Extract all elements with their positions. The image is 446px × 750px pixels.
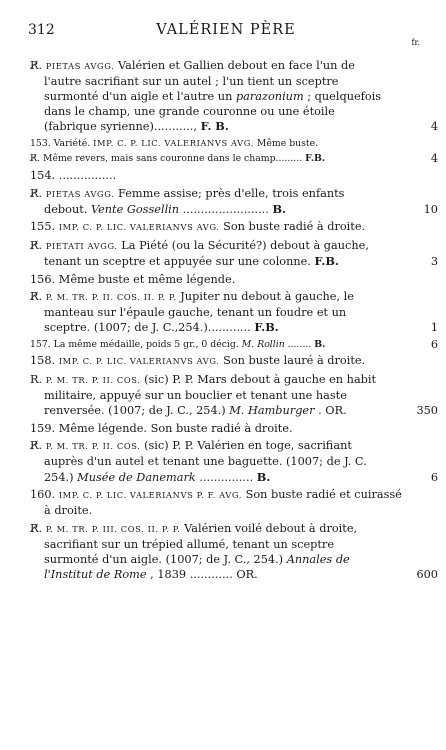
entry-lead: Variété. bbox=[53, 137, 91, 149]
value-column-label: fr. bbox=[411, 38, 420, 47]
entry-grade: B. bbox=[314, 338, 326, 350]
entry-grade: F.B. bbox=[314, 253, 339, 268]
entry-grade: F.B. bbox=[254, 320, 279, 335]
catalogue-entry-obverse bbox=[30, 219, 416, 235]
entry-description: Son buste radié et cuirassé à droite. bbox=[44, 488, 402, 518]
entry-number: 153. bbox=[30, 137, 51, 149]
entry-grade: B. bbox=[256, 469, 271, 484]
catalogue-entry-obverse bbox=[30, 168, 416, 183]
entry-text bbox=[30, 372, 416, 418]
entry-citation: M. Rollin bbox=[241, 338, 285, 350]
coin-legend: IMP. C. P. LIC. VALERIANVS AVG. bbox=[93, 137, 254, 148]
entry-text bbox=[30, 168, 416, 183]
entry-text bbox=[30, 353, 416, 369]
entry-lead: R̸. bbox=[30, 186, 43, 200]
entry-description-cont: ........................ bbox=[182, 202, 269, 216]
entry-grade: F. B. bbox=[200, 119, 229, 134]
entry-citation: Annales de l'Institut de Rome bbox=[44, 553, 350, 582]
entry-description-cont: . OR. bbox=[318, 404, 347, 418]
coin-legend: P. M. TR. P. III. COS. II. P. P. bbox=[45, 523, 181, 534]
entry-value: 3 bbox=[430, 254, 438, 268]
entry-description-cont: , 1839 ............ OR. bbox=[150, 568, 258, 582]
entry-number: 156. bbox=[30, 272, 56, 286]
entry-number: 157. bbox=[30, 338, 51, 350]
entry-description: ................ bbox=[58, 168, 117, 182]
entry-citation: Vente Gossellin bbox=[90, 202, 180, 216]
entry-description: Même buste et même légende. bbox=[58, 272, 236, 286]
entry-lead: R̸. bbox=[30, 290, 43, 304]
entry-number: 158. bbox=[30, 354, 56, 368]
catalogue-entry-obverse bbox=[30, 272, 416, 287]
entry-text bbox=[30, 152, 416, 165]
entry-description-cont: ; quelquefois dans le champ, une grande couronne ou une étoile (fabrique syrienne)..........., bbox=[44, 90, 382, 134]
catalogue-entry-reverse bbox=[30, 186, 438, 217]
entry-text bbox=[30, 438, 416, 484]
entry-text bbox=[30, 137, 416, 150]
entry-number: 159. bbox=[30, 421, 56, 435]
running-title: VALÉRIEN PÈRE bbox=[156, 22, 296, 38]
entry-description: Son buste radié à droite. bbox=[223, 220, 366, 234]
catalogue-entry-reverse bbox=[30, 372, 438, 418]
entry-description: Jupiter nu debout à gauche, le manteau sur l'épaule gauche, tenant un foudre et un sceptre. (1007; de J. C.,254.)............ bbox=[44, 290, 354, 335]
entry-lead: R̸. bbox=[30, 59, 43, 72]
entry-description: Valérien et Gallien debout en face l'un de l'autre sacrifiant sur un autel ; l'un tient un sceptre surmonté d'un aigle et l'autre un bbox=[44, 59, 355, 104]
entry-lead: R̸. bbox=[30, 439, 43, 453]
catalogue-entry-obverse bbox=[30, 137, 416, 150]
entry-text bbox=[30, 58, 416, 134]
entry-text bbox=[30, 238, 416, 269]
entry-lead: R̸. bbox=[30, 153, 40, 165]
entry-text bbox=[30, 487, 416, 518]
entry-description: La Piété (ou la Sécurité?) debout à gauche, tenant un sceptre et appuyée sur une colonne. bbox=[44, 238, 369, 268]
entry-value: 4 bbox=[430, 152, 438, 166]
catalogue-entry-reverse bbox=[30, 152, 438, 166]
coin-legend: IMP. C. P. LIC. VALERIANVS AVG. bbox=[58, 356, 220, 367]
entry-citation: M. Hamburger bbox=[229, 404, 315, 418]
entry-grade: F.B. bbox=[305, 153, 326, 165]
entry-text bbox=[30, 421, 416, 436]
catalogue-entry-obverse bbox=[30, 337, 438, 351]
catalogue-entries bbox=[30, 58, 438, 585]
coin-legend: PIETAS AVGG. bbox=[45, 188, 115, 199]
entry-value: 600 bbox=[416, 568, 438, 582]
coin-legend: IMP. C. P. LIC. VALERIANVS AVG. bbox=[58, 222, 220, 233]
entry-value: 6 bbox=[430, 470, 438, 484]
entry-description: Même buste. bbox=[256, 137, 319, 149]
coin-legend: PIETATI AVGG. bbox=[45, 240, 118, 251]
entry-number: 160. bbox=[30, 488, 56, 502]
entry-text bbox=[30, 272, 416, 287]
entry-value: 1 bbox=[430, 321, 438, 335]
coin-legend: P. M. TR. P. II. COS. II. P. P. bbox=[45, 292, 177, 303]
entry-value: 6 bbox=[430, 337, 438, 351]
catalogue-entry-reverse bbox=[30, 289, 438, 335]
entry-text bbox=[30, 289, 416, 335]
entry-lead: Même légende. Son buste radié à droite. bbox=[58, 421, 293, 435]
entry-description: Femme assise; près d'elle, trois enfants debout. bbox=[44, 186, 345, 216]
entry-text bbox=[30, 219, 416, 235]
entry-value: 4 bbox=[430, 120, 438, 134]
entry-description: (sic) P. P. Mars debout à gauche en habit militaire, appuyé sur un bouclier et tenant une haste renversée. (1007; de J. C., 254.) bbox=[44, 373, 377, 418]
catalogue-entry-reverse bbox=[30, 58, 438, 134]
entry-text bbox=[30, 338, 416, 351]
entry-value: 350 bbox=[416, 404, 438, 418]
entry-description: Son buste lauré à droite. bbox=[223, 354, 366, 368]
catalogue-entry-reverse bbox=[30, 521, 438, 582]
catalogue-entry-obverse bbox=[30, 353, 416, 369]
entry-text bbox=[30, 521, 416, 582]
entry-value: 10 bbox=[423, 202, 438, 216]
coin-legend: P. M. TR. P. II. COS. bbox=[45, 441, 141, 452]
catalogue-entry-obverse bbox=[30, 421, 416, 436]
page-header bbox=[28, 22, 424, 47]
entry-description: Même revers, mais sans couronne dans le champ......... bbox=[42, 153, 303, 165]
entry-lead: R̸. bbox=[30, 521, 43, 535]
entry-text bbox=[30, 186, 416, 217]
coin-legend: P. M. TR. P. II. COS. bbox=[45, 375, 141, 385]
catalogue-entry-reverse bbox=[30, 438, 438, 484]
entry-citation: parazonium bbox=[235, 90, 304, 104]
entry-number: 155. bbox=[30, 220, 56, 234]
entry-citation: Musée de Danemark bbox=[77, 470, 196, 484]
catalogue-entry-obverse bbox=[30, 487, 416, 518]
entry-lead: R̸. bbox=[30, 238, 43, 252]
entry-description-cont: ........ bbox=[287, 338, 312, 350]
coin-legend: IMP. C. P. LIC. VALERIANVS P. F. AVG. bbox=[58, 490, 243, 501]
catalogue-entry-reverse bbox=[30, 238, 438, 269]
entry-grade: B. bbox=[272, 201, 286, 216]
entry-description: (sic) P. P. Valérien en toge, sacrifiant auprès d'un autel et tenant une baguette. (1007; de J. C. 254.) bbox=[44, 439, 367, 484]
entry-number: 154. bbox=[30, 168, 56, 182]
entry-description: Valérien voilé debout à droite, sacrifiant sur un trépied allumé, tenant un sceptre surmonté d'un aigle. (1007; de J. C., 254.) bbox=[44, 521, 358, 567]
entry-description-cont: ............... bbox=[199, 470, 254, 484]
entry-lead: R. bbox=[30, 373, 43, 386]
page-number: 312 bbox=[28, 22, 55, 38]
coin-legend: PIETAS AVGG. bbox=[45, 61, 115, 71]
entry-lead: La même médaille, poids 5 gr., 0 décig. bbox=[53, 338, 239, 350]
